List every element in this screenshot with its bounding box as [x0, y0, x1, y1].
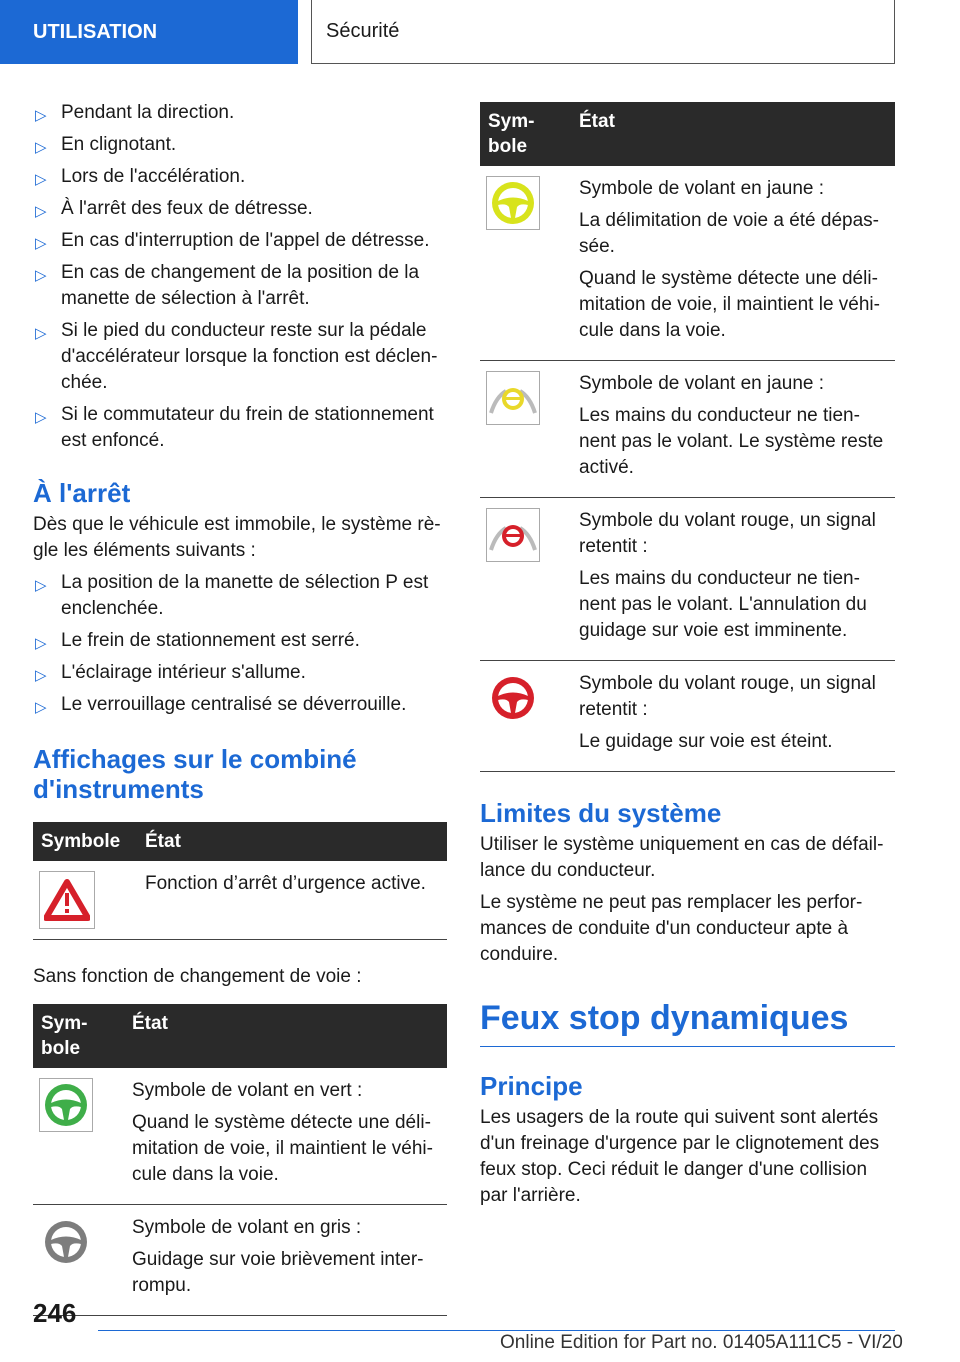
table-cell-text: Symbole de volant en gris :: [132, 1217, 362, 1238]
steering-wheel-gray-icon: [39, 1215, 93, 1269]
steering-wheel-yellow-icon: [486, 176, 540, 230]
page-number: 246: [33, 1298, 77, 1328]
list-item: ▷ Le frein de stationnement est serré.: [33, 628, 447, 654]
triangle-bullet-icon: ▷: [35, 699, 47, 716]
list-item: ▷ Lors de l'accélération.: [33, 164, 447, 190]
table-cell-text: Quand le système détecte une déli‐mitation de voie, il maintient le véhi‐cule dans la voie.: [132, 1112, 433, 1185]
triangle-bullet-icon: ▷: [35, 139, 47, 156]
steering-wheel-red-hands-icon: [486, 508, 540, 562]
limites-paragraph-1: Utiliser le système uniquement en cas de défail‐lance du conducteur.: [480, 834, 884, 881]
list-item: ▷ La position de la manette de sélection P est enclenchée.: [35, 572, 429, 619]
triangle-bullet-icon: ▷: [35, 235, 47, 252]
list-item: ▷ En clignotant.: [33, 132, 447, 158]
steering-wheel-green-icon: [39, 1078, 93, 1132]
limites-heading: Limites du système: [480, 798, 722, 828]
table-row: [33, 1068, 447, 1205]
arret-heading: À l'arrêt: [33, 478, 131, 508]
table-row: [33, 1205, 447, 1316]
table-header-symbol: Sym‐bole: [480, 102, 571, 166]
table-row: [33, 861, 447, 940]
footer-divider: [98, 1330, 895, 1331]
triangle-bullet-icon: ▷: [35, 667, 47, 684]
list-item: ▷ En cas d'interruption de l'appel de détresse.: [33, 228, 447, 254]
table-cell-text: Symbole de volant en jaune :: [579, 178, 825, 199]
header-title-box: [311, 0, 895, 64]
left-column: [33, 100, 447, 1316]
triangle-bullet-icon: ▷: [35, 203, 47, 220]
feux-stop-heading: Feux stop dynamiques: [480, 996, 895, 1047]
table-cell-text: Symbole du volant rouge, un signal retentit :: [579, 510, 876, 557]
right-column: [480, 102, 895, 1215]
emergency-stop-table: [33, 822, 447, 940]
list-item: ▷ Le verrouillage centralisé se déverrouille.: [33, 692, 447, 718]
header-section-tab: [0, 0, 298, 64]
table-row: [480, 661, 895, 772]
footer-edition: Online Edition for Part no. 01405A111C5 - VI/20: [500, 1332, 903, 1353]
table-header-state: État: [571, 102, 895, 166]
triangle-bullet-icon: ▷: [35, 635, 47, 652]
triangle-bullet-icon: ▷: [35, 107, 47, 124]
list-item: ▷ À l'arrêt des feux de détresse.: [33, 196, 447, 222]
principe-heading: Principe: [480, 1071, 583, 1101]
triangle-bullet-icon: ▷: [35, 577, 47, 594]
triangle-bullet-icon: ▷: [35, 171, 47, 188]
triangle-bullet-icon: ▷: [35, 409, 47, 426]
arret-intro: Dès que le véhicule est immobile, le système rè‐gle les éléments suivants :: [33, 514, 441, 561]
steering-wheel-red-icon: [486, 671, 540, 725]
table-cell-text: Les mains du conducteur ne tien‐nent pas le volant. L'annulation du guidage sur voie est imminente.: [579, 568, 867, 641]
lane-guidance-table-1: [33, 1004, 447, 1316]
principe-paragraph: Les usagers de la route qui suivent sont alertés d'un freinage d'urgence par le clignotement des feux stop. Ceci réduit le danger d'une collision par l'arrière.: [480, 1107, 880, 1206]
affichages-heading: Affichages sur le combiné d'instruments: [33, 744, 357, 804]
table-header-state: État: [124, 1004, 447, 1068]
condition-list: [33, 100, 447, 454]
table-cell-text: Le guidage sur voie est éteint.: [579, 731, 833, 752]
triangle-bullet-icon: ▷: [35, 325, 47, 342]
list-item: ▷ Si le commutateur du frein de stationnement est enfoncé.: [35, 404, 434, 451]
arret-list: [33, 570, 447, 718]
list-item: ▷ Si le pied du conducteur reste sur la pédale d'accélérateur lorsque la fonction est déclen‐chée.: [35, 320, 438, 393]
table-cell-text: Symbole du volant rouge, un signal retentit :: [579, 673, 876, 720]
table-cell-text: Guidage sur voie brièvement inter‐rompu.: [132, 1249, 424, 1296]
list-item: ▷ En cas de changement de la position de la manette de sélection à l'arrêt.: [35, 262, 420, 309]
table-header-symbol: Symbole: [33, 822, 137, 861]
table-cell-text: Quand le système détecte une déli‐mitation de voie, il maintient le véhi‐cule dans la voie.: [579, 268, 880, 341]
table-cell-text: Les mains du conducteur ne tien‐nent pas le volant. Le système reste activé.: [579, 405, 884, 478]
table-row: [480, 498, 895, 661]
table-cell-text: Symbole de volant en jaune :: [579, 373, 825, 394]
list-item: ▷ Pendant la direction.: [33, 100, 447, 126]
table-cell-text: Fonction d’arrêt d’urgence active.: [145, 873, 426, 894]
steering-wheel-yellow-hands-icon: [486, 371, 540, 425]
table-cell-text: Symbole de volant en vert :: [132, 1080, 363, 1101]
limites-paragraph-2: Le système ne peut pas remplacer les perfor‐mances de conduite d'un conducteur apte à conduire.: [480, 892, 863, 965]
page-title: Sécurité: [326, 20, 400, 42]
section-label: UTILISATION: [33, 20, 158, 43]
table-header-symbol: Sym‐bole: [33, 1004, 124, 1068]
warning-triangle-icon: [39, 871, 95, 929]
list-item: ▷ L'éclairage intérieur s'allume.: [33, 660, 447, 686]
sans-fonction-text: Sans fonction de changement de voie :: [33, 966, 362, 987]
table-row: [480, 361, 895, 498]
table-header-state: État: [137, 822, 447, 861]
table-cell-text: La délimitation de voie a été dépas‐sée.: [579, 210, 879, 257]
triangle-bullet-icon: ▷: [35, 267, 47, 284]
lane-guidance-table-2: [480, 102, 895, 772]
table-row: [480, 166, 895, 361]
